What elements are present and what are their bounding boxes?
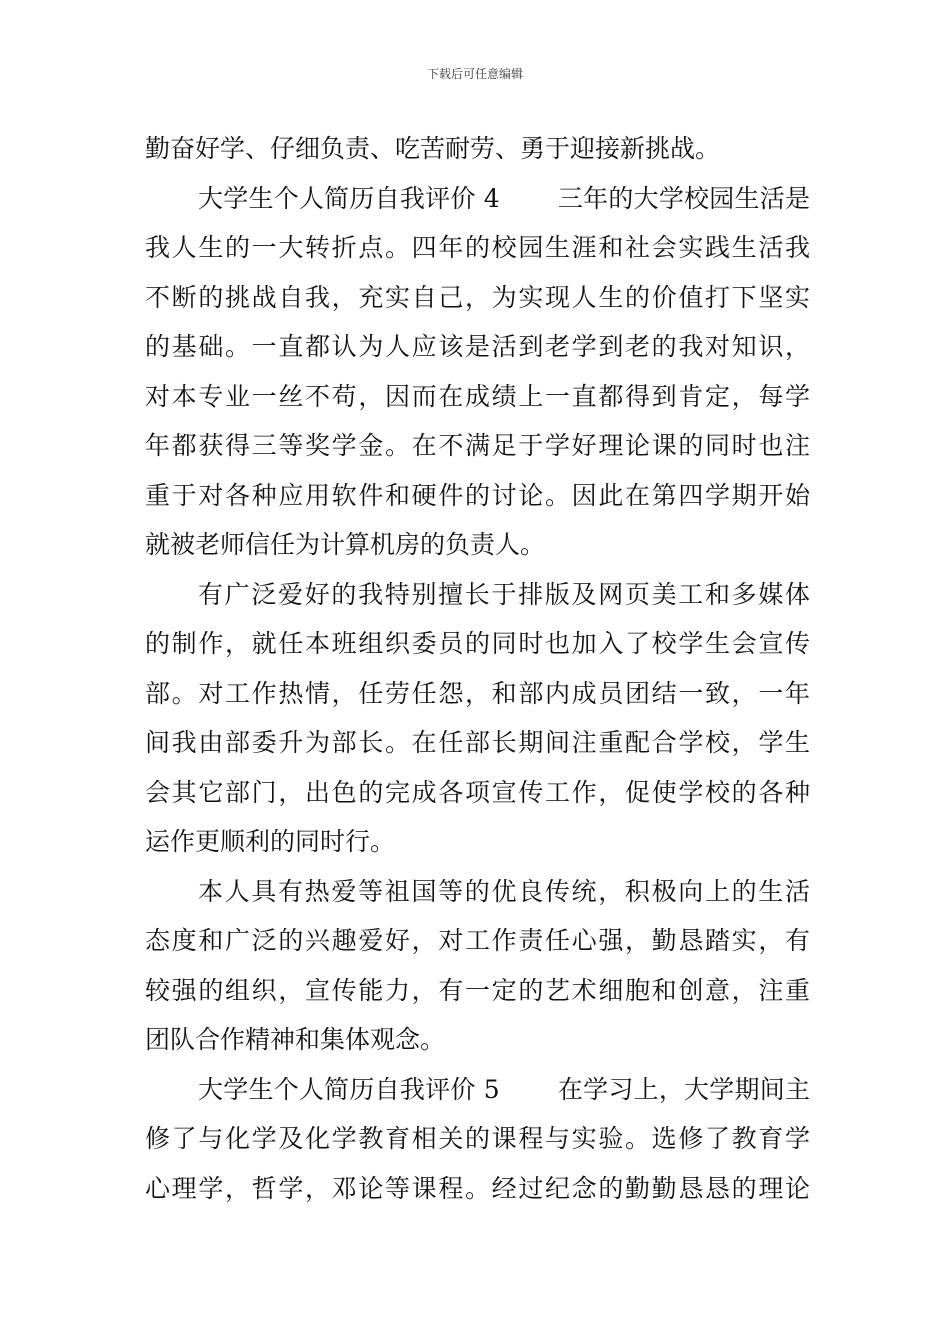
text-line: 年都获得三等奖学金。在不满足于学好理论课的同时也注 (145, 431, 810, 460)
section-title: 大学生个人简历自我评价 4 (198, 183, 500, 213)
text-line: 不断的挑战自我，充实自己，为实现人生的价值打下坚实 (145, 282, 810, 312)
section-heading-line (145, 1065, 810, 1115)
text-line: 有广泛爱好的我特别擅长于排版及网页美工和多媒体 (198, 579, 810, 609)
text-line: 的基础。一直都认为人应该是活到老学到老的我对知识， (145, 332, 810, 361)
text-line: 部。对工作热情，任劳任怨，和部内成员团结一致，一年 (145, 678, 810, 708)
section-title: 大学生个人简历自我评价 5 (198, 1074, 500, 1104)
section-heading-line (145, 174, 810, 224)
text-line: 我人生的一大转折点。四年的校园生涯和社会实践生活我 (145, 233, 810, 262)
page-header: 下载后可任意编辑 (426, 67, 523, 81)
text-line: 团队合作精神和集体观念。 (145, 1025, 446, 1054)
text-line: 心理学，哲学，邓论等课程。经过纪念的勤勤恳恳的理论 (145, 1173, 810, 1203)
document-body (145, 124, 810, 1213)
text-line: 较强的组织，宣传能力，有一定的艺术细胞和创意，注重 (145, 975, 810, 1005)
text-line: 会其它部门，出色的完成各项宣传工作，促使学校的各种 (145, 777, 810, 807)
text-line: 就被老师信任为计算机房的负责人。 (145, 530, 546, 559)
text-line: 对本专业一丝不苟，因而在成绩上一直都得到肯定，每学 (145, 381, 810, 411)
text-line: 勤奋好学、仔细负责、吃苦耐劳、勇于迎接新挑战。 (145, 134, 721, 163)
text-line: 修了与化学及化学教育相关的课程与实验。选修了教育学 (145, 1124, 810, 1153)
text-line: 本人具有热爱等祖国等的优良传统，积极向上的生活 (198, 876, 810, 906)
text-fragment: 三年的大学校园生活是 (557, 183, 810, 213)
text-line: 间我由部委升为部长。在任部长期间注重配合学校，学生 (145, 728, 810, 757)
text-fragment: 在学习上，大学期间主 (557, 1074, 810, 1104)
text-line: 运作更顺利的同时行。 (145, 827, 396, 856)
text-line: 重于对各种应用软件和硬件的讨论。因此在第四学期开始 (145, 480, 810, 510)
text-line: 的制作，就任本班组织委员的同时也加入了校学生会宣传 (145, 629, 810, 658)
text-line: 态度和广泛的兴趣爱好，对工作责任心强，勤恳踏实，有 (145, 926, 810, 955)
